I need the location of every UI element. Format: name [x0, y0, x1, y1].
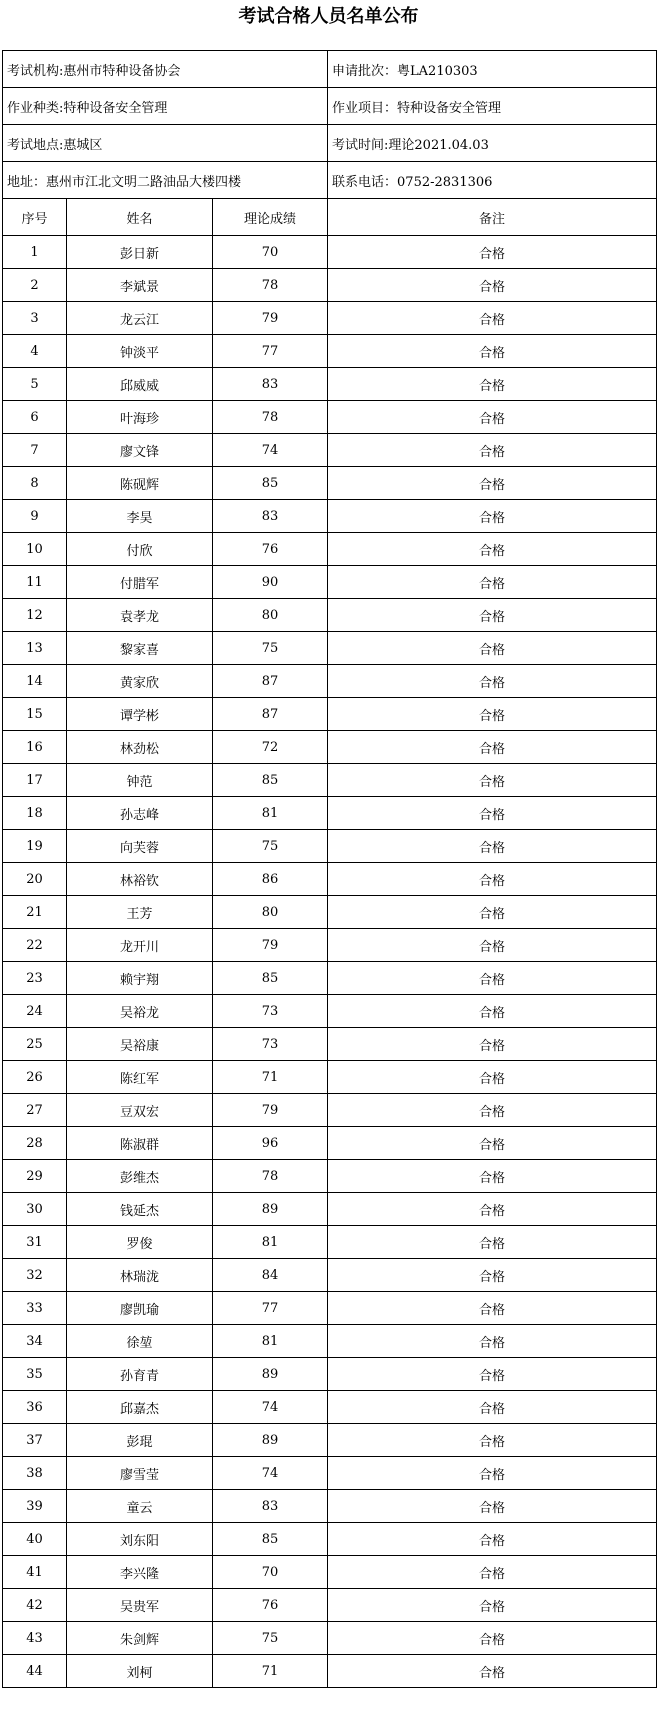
seq-cell: 26	[3, 1061, 67, 1094]
score-cell: 76	[213, 1589, 328, 1622]
table-row	[3, 1325, 657, 1358]
seq-cell: 44	[3, 1655, 67, 1688]
seq-cell: 15	[3, 698, 67, 731]
seq-cell: 36	[3, 1391, 67, 1424]
score-cell: 87	[213, 665, 328, 698]
results-table	[2, 50, 657, 1688]
table-row	[3, 269, 657, 302]
name-cell: 陈砚辉	[67, 467, 213, 500]
seq-cell: 30	[3, 1193, 67, 1226]
remark-cell: 合格	[328, 467, 657, 500]
seq-cell: 32	[3, 1259, 67, 1292]
table-row	[3, 533, 657, 566]
table-row	[3, 1424, 657, 1457]
remark-cell: 合格	[328, 533, 657, 566]
name-cell: 陈淑群	[67, 1127, 213, 1160]
score-cell: 85	[213, 764, 328, 797]
seq-cell: 10	[3, 533, 67, 566]
remark-cell: 合格	[328, 1655, 657, 1688]
seq-cell: 6	[3, 401, 67, 434]
table-row	[3, 599, 657, 632]
table-row	[3, 995, 657, 1028]
table-row	[3, 1523, 657, 1556]
name-cell: 廖文锋	[67, 434, 213, 467]
name-cell: 李斌景	[67, 269, 213, 302]
remark-cell: 合格	[328, 269, 657, 302]
remark-cell: 合格	[328, 302, 657, 335]
name-cell: 王芳	[67, 896, 213, 929]
name-cell: 龙云江	[67, 302, 213, 335]
table-row	[3, 368, 657, 401]
score-cell: 79	[213, 1094, 328, 1127]
table-row	[3, 1127, 657, 1160]
remark-cell: 合格	[328, 599, 657, 632]
remark-cell: 合格	[328, 335, 657, 368]
remark-cell: 合格	[328, 1556, 657, 1589]
score-cell: 71	[213, 1061, 328, 1094]
seq-cell: 19	[3, 830, 67, 863]
score-cell: 85	[213, 962, 328, 995]
table-row	[3, 335, 657, 368]
remark-cell: 合格	[328, 1226, 657, 1259]
table-row	[3, 929, 657, 962]
score-cell: 89	[213, 1424, 328, 1457]
info-row-address	[3, 162, 657, 199]
name-cell: 彭琨	[67, 1424, 213, 1457]
name-cell: 李昊	[67, 500, 213, 533]
table-row	[3, 1655, 657, 1688]
exam-org: 考试机构:惠州市特种设备协会	[3, 51, 328, 88]
remark-cell: 合格	[328, 368, 657, 401]
table-row	[3, 797, 657, 830]
seq-cell: 17	[3, 764, 67, 797]
info-row-org	[3, 51, 657, 88]
remark-cell: 合格	[328, 632, 657, 665]
name-cell: 黄家欣	[67, 665, 213, 698]
remark-cell: 合格	[328, 1193, 657, 1226]
score-cell: 81	[213, 1325, 328, 1358]
remark-cell: 合格	[328, 830, 657, 863]
name-cell: 谭学彬	[67, 698, 213, 731]
seq-cell: 1	[3, 236, 67, 269]
score-cell: 83	[213, 1490, 328, 1523]
seq-cell: 4	[3, 335, 67, 368]
name-cell: 廖凯瑜	[67, 1292, 213, 1325]
seq-cell: 41	[3, 1556, 67, 1589]
remark-cell: 合格	[328, 1292, 657, 1325]
name-cell: 林瑞泷	[67, 1259, 213, 1292]
table-row	[3, 1358, 657, 1391]
seq-cell: 34	[3, 1325, 67, 1358]
score-cell: 73	[213, 1028, 328, 1061]
score-cell: 75	[213, 830, 328, 863]
name-cell: 孙志峰	[67, 797, 213, 830]
score-cell: 80	[213, 599, 328, 632]
remark-cell: 合格	[328, 1424, 657, 1457]
remark-cell: 合格	[328, 566, 657, 599]
name-cell: 吴裕龙	[67, 995, 213, 1028]
table-row	[3, 1589, 657, 1622]
table-row	[3, 1160, 657, 1193]
seq-cell: 40	[3, 1523, 67, 1556]
remark-cell: 合格	[328, 1457, 657, 1490]
score-cell: 90	[213, 566, 328, 599]
remark-cell: 合格	[328, 764, 657, 797]
name-cell: 彭维杰	[67, 1160, 213, 1193]
name-cell: 邱威威	[67, 368, 213, 401]
score-cell: 70	[213, 236, 328, 269]
table-header-row	[3, 199, 657, 236]
seq-cell: 18	[3, 797, 67, 830]
score-cell: 89	[213, 1193, 328, 1226]
table-row	[3, 1622, 657, 1655]
table-row	[3, 1094, 657, 1127]
table-row	[3, 764, 657, 797]
name-cell: 付腊军	[67, 566, 213, 599]
remark-cell: 合格	[328, 1061, 657, 1094]
name-cell: 孙育青	[67, 1358, 213, 1391]
score-cell: 78	[213, 401, 328, 434]
remark-cell: 合格	[328, 1160, 657, 1193]
score-cell: 80	[213, 896, 328, 929]
name-cell: 廖雪莹	[67, 1457, 213, 1490]
name-cell: 吴贵军	[67, 1589, 213, 1622]
score-cell: 78	[213, 269, 328, 302]
remark-cell: 合格	[328, 863, 657, 896]
page-title: 考试合格人员名单公布	[238, 6, 419, 27]
score-cell: 85	[213, 467, 328, 500]
score-cell: 85	[213, 1523, 328, 1556]
seq-cell: 33	[3, 1292, 67, 1325]
remark-cell: 合格	[328, 1490, 657, 1523]
seq-cell: 43	[3, 1622, 67, 1655]
remark-cell: 合格	[328, 1523, 657, 1556]
name-cell: 彭日新	[67, 236, 213, 269]
seq-cell: 20	[3, 863, 67, 896]
header-name: 姓名	[67, 199, 213, 236]
remark-cell: 合格	[328, 1028, 657, 1061]
name-cell: 黎家喜	[67, 632, 213, 665]
name-cell: 徐堃	[67, 1325, 213, 1358]
table-row	[3, 830, 657, 863]
table-row	[3, 566, 657, 599]
seq-cell: 2	[3, 269, 67, 302]
table-row	[3, 302, 657, 335]
name-cell: 叶海珍	[67, 401, 213, 434]
seq-cell: 39	[3, 1490, 67, 1523]
table-row	[3, 401, 657, 434]
contact-phone: 联系电话：0752-2831306	[328, 162, 657, 199]
table-row	[3, 1490, 657, 1523]
remark-cell: 合格	[328, 797, 657, 830]
remark-cell: 合格	[328, 1259, 657, 1292]
seq-cell: 5	[3, 368, 67, 401]
score-cell: 81	[213, 1226, 328, 1259]
header-seq: 序号	[3, 199, 67, 236]
score-cell: 96	[213, 1127, 328, 1160]
name-cell: 钟淡平	[67, 335, 213, 368]
seq-cell: 9	[3, 500, 67, 533]
remark-cell: 合格	[328, 434, 657, 467]
name-cell: 罗俊	[67, 1226, 213, 1259]
seq-cell: 24	[3, 995, 67, 1028]
seq-cell: 21	[3, 896, 67, 929]
table-row	[3, 236, 657, 269]
remark-cell: 合格	[328, 896, 657, 929]
name-cell: 李兴隆	[67, 1556, 213, 1589]
score-cell: 79	[213, 302, 328, 335]
seq-cell: 37	[3, 1424, 67, 1457]
score-cell: 74	[213, 1457, 328, 1490]
table-row	[3, 632, 657, 665]
score-cell: 86	[213, 863, 328, 896]
work-category: 作业种类:特种设备安全管理	[3, 88, 328, 125]
remark-cell: 合格	[328, 236, 657, 269]
name-cell: 龙开川	[67, 929, 213, 962]
seq-cell: 12	[3, 599, 67, 632]
work-project: 作业项目：特种设备安全管理	[328, 88, 657, 125]
table-row	[3, 1226, 657, 1259]
remark-cell: 合格	[328, 1127, 657, 1160]
remark-cell: 合格	[328, 1589, 657, 1622]
name-cell: 陈红军	[67, 1061, 213, 1094]
table-row	[3, 1193, 657, 1226]
name-cell: 向芙蓉	[67, 830, 213, 863]
seq-cell: 29	[3, 1160, 67, 1193]
seq-cell: 42	[3, 1589, 67, 1622]
table-row	[3, 698, 657, 731]
table-row	[3, 1556, 657, 1589]
score-cell: 71	[213, 1655, 328, 1688]
name-cell: 刘柯	[67, 1655, 213, 1688]
seq-cell: 31	[3, 1226, 67, 1259]
score-cell: 75	[213, 1622, 328, 1655]
score-cell: 89	[213, 1358, 328, 1391]
address: 地址：惠州市江北文明二路油品大楼四楼	[3, 162, 328, 199]
name-cell: 邱嘉杰	[67, 1391, 213, 1424]
score-cell: 72	[213, 731, 328, 764]
score-cell: 87	[213, 698, 328, 731]
seq-cell: 16	[3, 731, 67, 764]
remark-cell: 合格	[328, 1358, 657, 1391]
remark-cell: 合格	[328, 1325, 657, 1358]
table-row	[3, 665, 657, 698]
name-cell: 童云	[67, 1490, 213, 1523]
score-cell: 77	[213, 1292, 328, 1325]
table-row	[3, 1457, 657, 1490]
table-row	[3, 1259, 657, 1292]
table-row	[3, 1292, 657, 1325]
score-cell: 75	[213, 632, 328, 665]
table-row	[3, 434, 657, 467]
remark-cell: 合格	[328, 731, 657, 764]
remark-cell: 合格	[328, 1391, 657, 1424]
remark-cell: 合格	[328, 962, 657, 995]
seq-cell: 8	[3, 467, 67, 500]
remark-cell: 合格	[328, 995, 657, 1028]
table-row	[3, 1028, 657, 1061]
seq-cell: 22	[3, 929, 67, 962]
score-cell: 76	[213, 533, 328, 566]
score-cell: 74	[213, 1391, 328, 1424]
remark-cell: 合格	[328, 401, 657, 434]
name-cell: 袁孝龙	[67, 599, 213, 632]
table-row	[3, 467, 657, 500]
name-cell: 付欣	[67, 533, 213, 566]
score-cell: 77	[213, 335, 328, 368]
name-cell: 赖宇翔	[67, 962, 213, 995]
header-remark: 备注	[328, 199, 657, 236]
name-cell: 林裕钦	[67, 863, 213, 896]
info-row-location	[3, 125, 657, 162]
name-cell: 钱延杰	[67, 1193, 213, 1226]
score-cell: 83	[213, 500, 328, 533]
name-cell: 钟范	[67, 764, 213, 797]
score-cell: 70	[213, 1556, 328, 1589]
seq-cell: 25	[3, 1028, 67, 1061]
score-cell: 79	[213, 929, 328, 962]
seq-cell: 13	[3, 632, 67, 665]
score-cell: 78	[213, 1160, 328, 1193]
table-row	[3, 896, 657, 929]
name-cell: 刘东阳	[67, 1523, 213, 1556]
remark-cell: 合格	[328, 1094, 657, 1127]
name-cell: 豆双宏	[67, 1094, 213, 1127]
remark-cell: 合格	[328, 698, 657, 731]
seq-cell: 27	[3, 1094, 67, 1127]
table-row	[3, 731, 657, 764]
info-row-category	[3, 88, 657, 125]
score-cell: 73	[213, 995, 328, 1028]
exam-time: 考试时间:理论2021.04.03	[328, 125, 657, 162]
results-table-body	[3, 51, 657, 1688]
table-row	[3, 962, 657, 995]
remark-cell: 合格	[328, 929, 657, 962]
table-row	[3, 863, 657, 896]
table-row	[3, 1061, 657, 1094]
seq-cell: 3	[3, 302, 67, 335]
seq-cell: 35	[3, 1358, 67, 1391]
remark-cell: 合格	[328, 665, 657, 698]
seq-cell: 23	[3, 962, 67, 995]
score-cell: 83	[213, 368, 328, 401]
score-cell: 84	[213, 1259, 328, 1292]
score-cell: 81	[213, 797, 328, 830]
table-row	[3, 500, 657, 533]
seq-cell: 7	[3, 434, 67, 467]
approval-batch: 申请批次：粤LA210303	[328, 51, 657, 88]
table-row	[3, 1391, 657, 1424]
remark-cell: 合格	[328, 1622, 657, 1655]
name-cell: 吴裕康	[67, 1028, 213, 1061]
exam-location: 考试地点:惠城区	[3, 125, 328, 162]
seq-cell: 38	[3, 1457, 67, 1490]
header-score: 理论成绩	[213, 199, 328, 236]
seq-cell: 28	[3, 1127, 67, 1160]
name-cell: 朱剑辉	[67, 1622, 213, 1655]
remark-cell: 合格	[328, 500, 657, 533]
seq-cell: 14	[3, 665, 67, 698]
name-cell: 林劲松	[67, 731, 213, 764]
score-cell: 74	[213, 434, 328, 467]
seq-cell: 11	[3, 566, 67, 599]
